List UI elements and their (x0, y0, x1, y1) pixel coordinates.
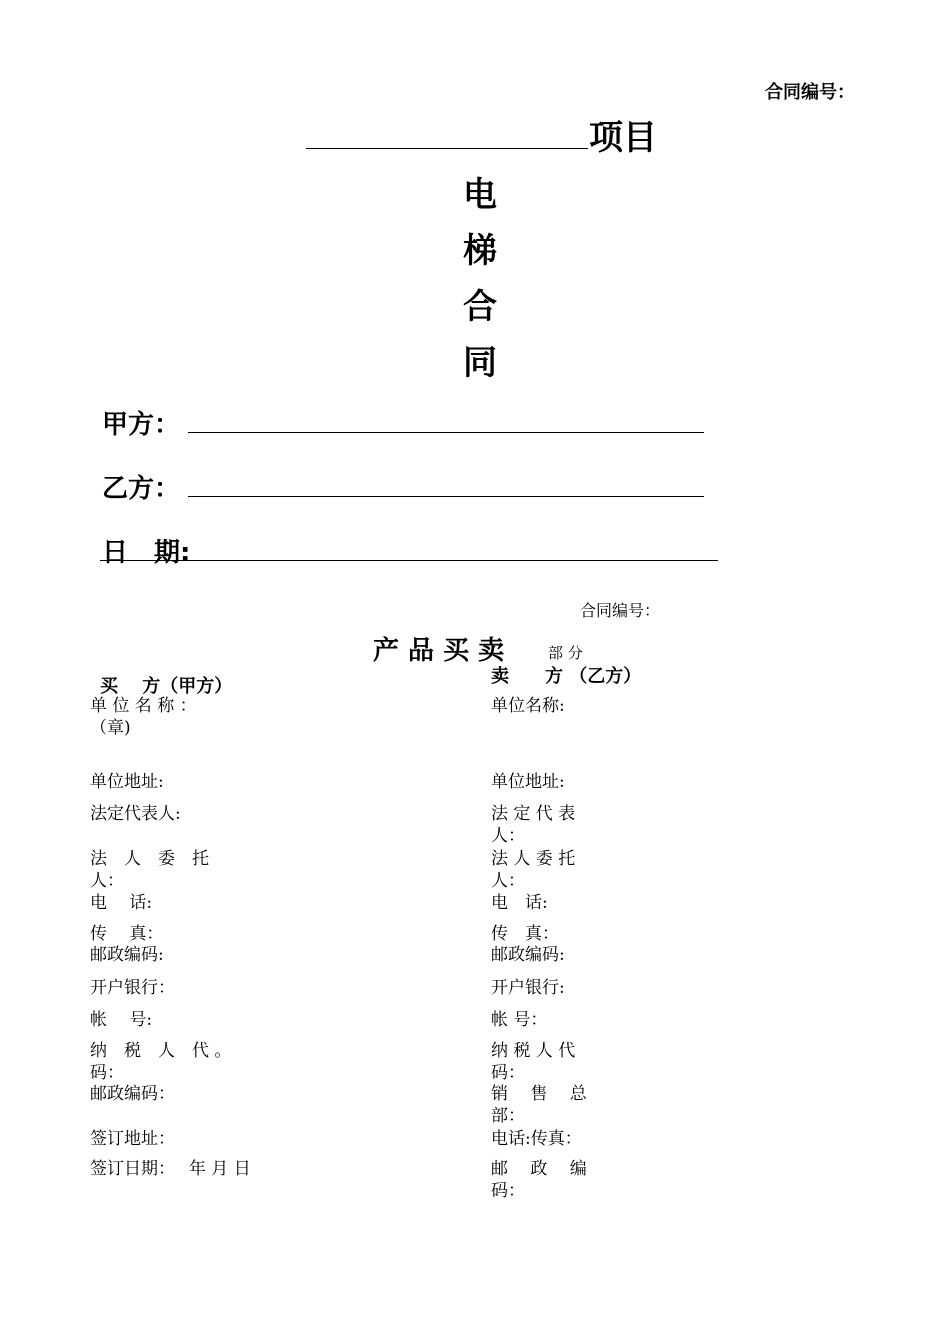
seller-sales-hq-cont: 部： (491, 1106, 525, 1126)
buyer-legal-representative: 法定代表人: (90, 804, 181, 824)
seller-header: 卖 方 （乙方） (491, 666, 642, 687)
buyer-postcode-2: 邮政编码： (90, 1084, 175, 1104)
party-a-label: 甲方： (102, 410, 181, 440)
seller-company-name: 单位名称: (491, 696, 565, 716)
buyer-address: 单位地址: (90, 772, 164, 792)
buyer-phone: 电 话: (90, 893, 153, 913)
party-a-line (188, 410, 704, 433)
seller-authorized-agent-cont: 人： (491, 871, 525, 891)
seller-tax-id: 纳 税 人 代 (491, 1041, 576, 1061)
seller-account: 帐 号： (491, 1010, 548, 1030)
title-char-3: 合 (463, 287, 497, 327)
buyer-company-name: 单 位 名 称 ： (90, 696, 197, 716)
seller-postcode-2: 邮 政 编 (491, 1159, 587, 1179)
buyer-bank: 开户银行： (90, 978, 175, 998)
seller-fax: 传 真： (491, 924, 559, 944)
seller-postcode-2-cont: 码： (491, 1181, 525, 1201)
buyer-authorized-agent: 法 人 委 托 (90, 849, 209, 869)
seller-sales-hq: 销 售 总 (491, 1084, 587, 1104)
buyer-signing-place: 签订地址： (90, 1129, 175, 1149)
buyer-fax: 传 真： (90, 924, 164, 944)
seller-bank: 开户银行: (491, 978, 565, 998)
seller-legal-representative: 法 定 代 表 (491, 804, 576, 824)
seller-authorized-agent: 法 人 委 托 (491, 849, 576, 869)
date-line (100, 538, 718, 561)
seller-tax-id-cont: 码： (491, 1063, 525, 1083)
seller-postcode: 邮政编码: (491, 945, 565, 965)
sale-contract-number-label: 合同编号： (580, 601, 661, 620)
buyer-account: 帐 号: (90, 1010, 153, 1030)
sale-title: 产 品 买 卖 (373, 636, 505, 666)
date-label: 日 期: (102, 538, 191, 568)
project-suffix: 项目 (589, 118, 657, 158)
cover-contract-number-label: 合同编号： (765, 82, 855, 103)
buyer-header: 买 方（甲方） (100, 676, 233, 697)
party-b-line (188, 474, 704, 497)
title-char-2: 梯 (463, 231, 497, 271)
sale-title-sub: 部 分 (548, 644, 583, 662)
buyer-seal: （章) (90, 718, 131, 738)
buyer-postcode: 邮政编码: (90, 945, 164, 965)
seller-phone-fax: 电话:传真： (491, 1129, 582, 1149)
buyer-tax-id-cont: 码： (90, 1063, 124, 1083)
buyer-tax-id: 纳 税 人 代 。 (90, 1041, 232, 1061)
project-name-line (306, 126, 588, 149)
seller-legal-representative-cont: 人： (491, 826, 525, 846)
title-char-1: 电 (463, 175, 497, 215)
title-char-4: 同 (463, 343, 497, 383)
party-b-label: 乙方： (102, 474, 181, 504)
seller-phone: 电 话: (491, 893, 548, 913)
seller-address: 单位地址: (491, 772, 565, 792)
buyer-authorized-agent-cont: 人： (90, 871, 124, 891)
buyer-signing-date: 签订日期： 年 月 日 (90, 1159, 251, 1179)
